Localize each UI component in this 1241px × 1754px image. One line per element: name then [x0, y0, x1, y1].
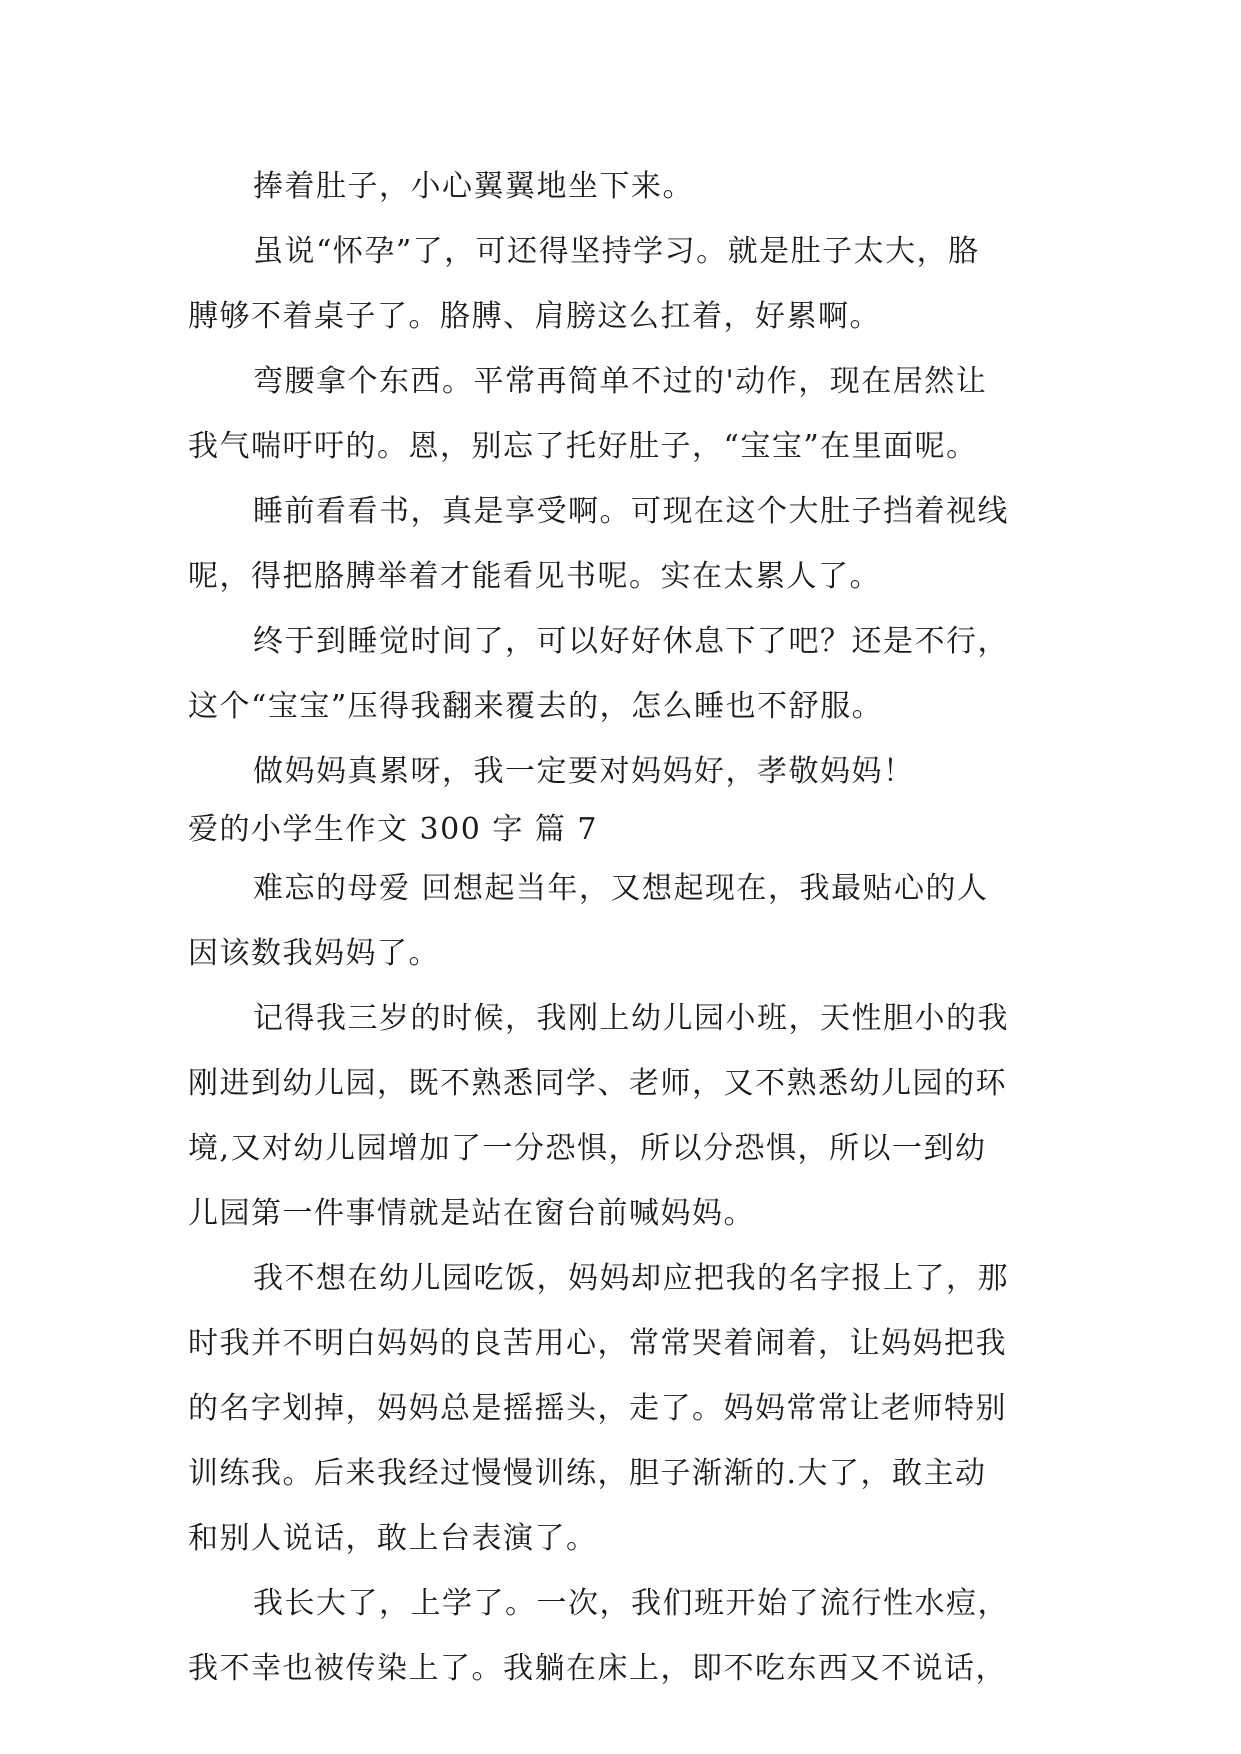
paragraph-line: 我不想在幼儿园吃饭，妈妈却应把我的名字报上了，那: [253, 1261, 1009, 1296]
paragraph-line: 境,又对幼儿园增加了一分恐惧，所以分恐惧，所以一到幼: [188, 1131, 987, 1166]
paragraph-line: 我长大了，上学了。一次，我们班开始了流行性水痘，: [253, 1586, 1009, 1621]
paragraph-line: 捧着肚子，小心翼翼地坐下来。: [253, 169, 694, 204]
paragraph-line: 记得我三岁的时候，我刚上幼儿园小班，天性胆小的我: [253, 1001, 1009, 1036]
paragraph-line: 和别人说话，敢上台表演了。: [188, 1521, 598, 1556]
paragraph-line: 弯腰拿个东西。平常再简单不过的'动作，现在居然让: [253, 364, 988, 399]
paragraph-line: 这个“宝宝”压得我翻来覆去的，怎么睡也不舒服。: [188, 689, 884, 724]
paragraph-line: 睡前看看书，真是享受啊。可现在这个大肚子挡着视线: [253, 494, 1009, 529]
paragraph-line: 膊够不着桌子了。胳膊、肩膀这么扛着，好累啊。: [188, 299, 881, 334]
paragraph-line: 刚进到幼儿园，既不熟悉同学、老师，又不熟悉幼儿园的环: [188, 1066, 1007, 1101]
paragraph-line: 时我并不明白妈妈的良苦用心，常常哭着闹着，让妈妈把我: [188, 1326, 1007, 1361]
paragraph-line: 终于到睡觉时间了，可以好好休息下了吧？还是不行，: [253, 624, 1009, 659]
paragraph-line: 做妈妈真累呀，我一定要对妈妈好，孝敬妈妈！: [253, 754, 915, 789]
paragraph-line: 的名字划掉，妈妈总是摇摇头，走了。妈妈常常让老师特别: [188, 1391, 1007, 1426]
paragraph-line: 虽说“怀孕”了，可还得坚持学习。就是肚子太大，胳: [253, 234, 980, 269]
paragraph-line: 儿园第一件事情就是站在窗台前喊妈妈。: [188, 1196, 755, 1231]
paragraph-line: 难忘的母爱 回想起当年，又想起现在，我最贴心的人: [253, 871, 989, 906]
paragraph-line: 因该数我妈妈了。: [188, 936, 440, 971]
essay-body: [188, 154, 1054, 1701]
paragraph-line: 我气喘吁吁的。恩，别忘了托好肚子，“宝宝”在里面呢。: [188, 429, 978, 464]
paragraph-line: 我不幸也被传染上了。我躺在床上，即不吃东西又不说话，: [188, 1651, 1007, 1686]
paragraph-line: 训练我。后来我经过慢慢训练，胆子渐渐的.大了，敢主动: [188, 1456, 987, 1491]
section-heading: 爱的小学生作文 300 字 篇 7: [188, 812, 598, 847]
paragraph-line: 呢，得把胳膊举着才能看见书呢。实在太累人了。: [188, 559, 881, 594]
